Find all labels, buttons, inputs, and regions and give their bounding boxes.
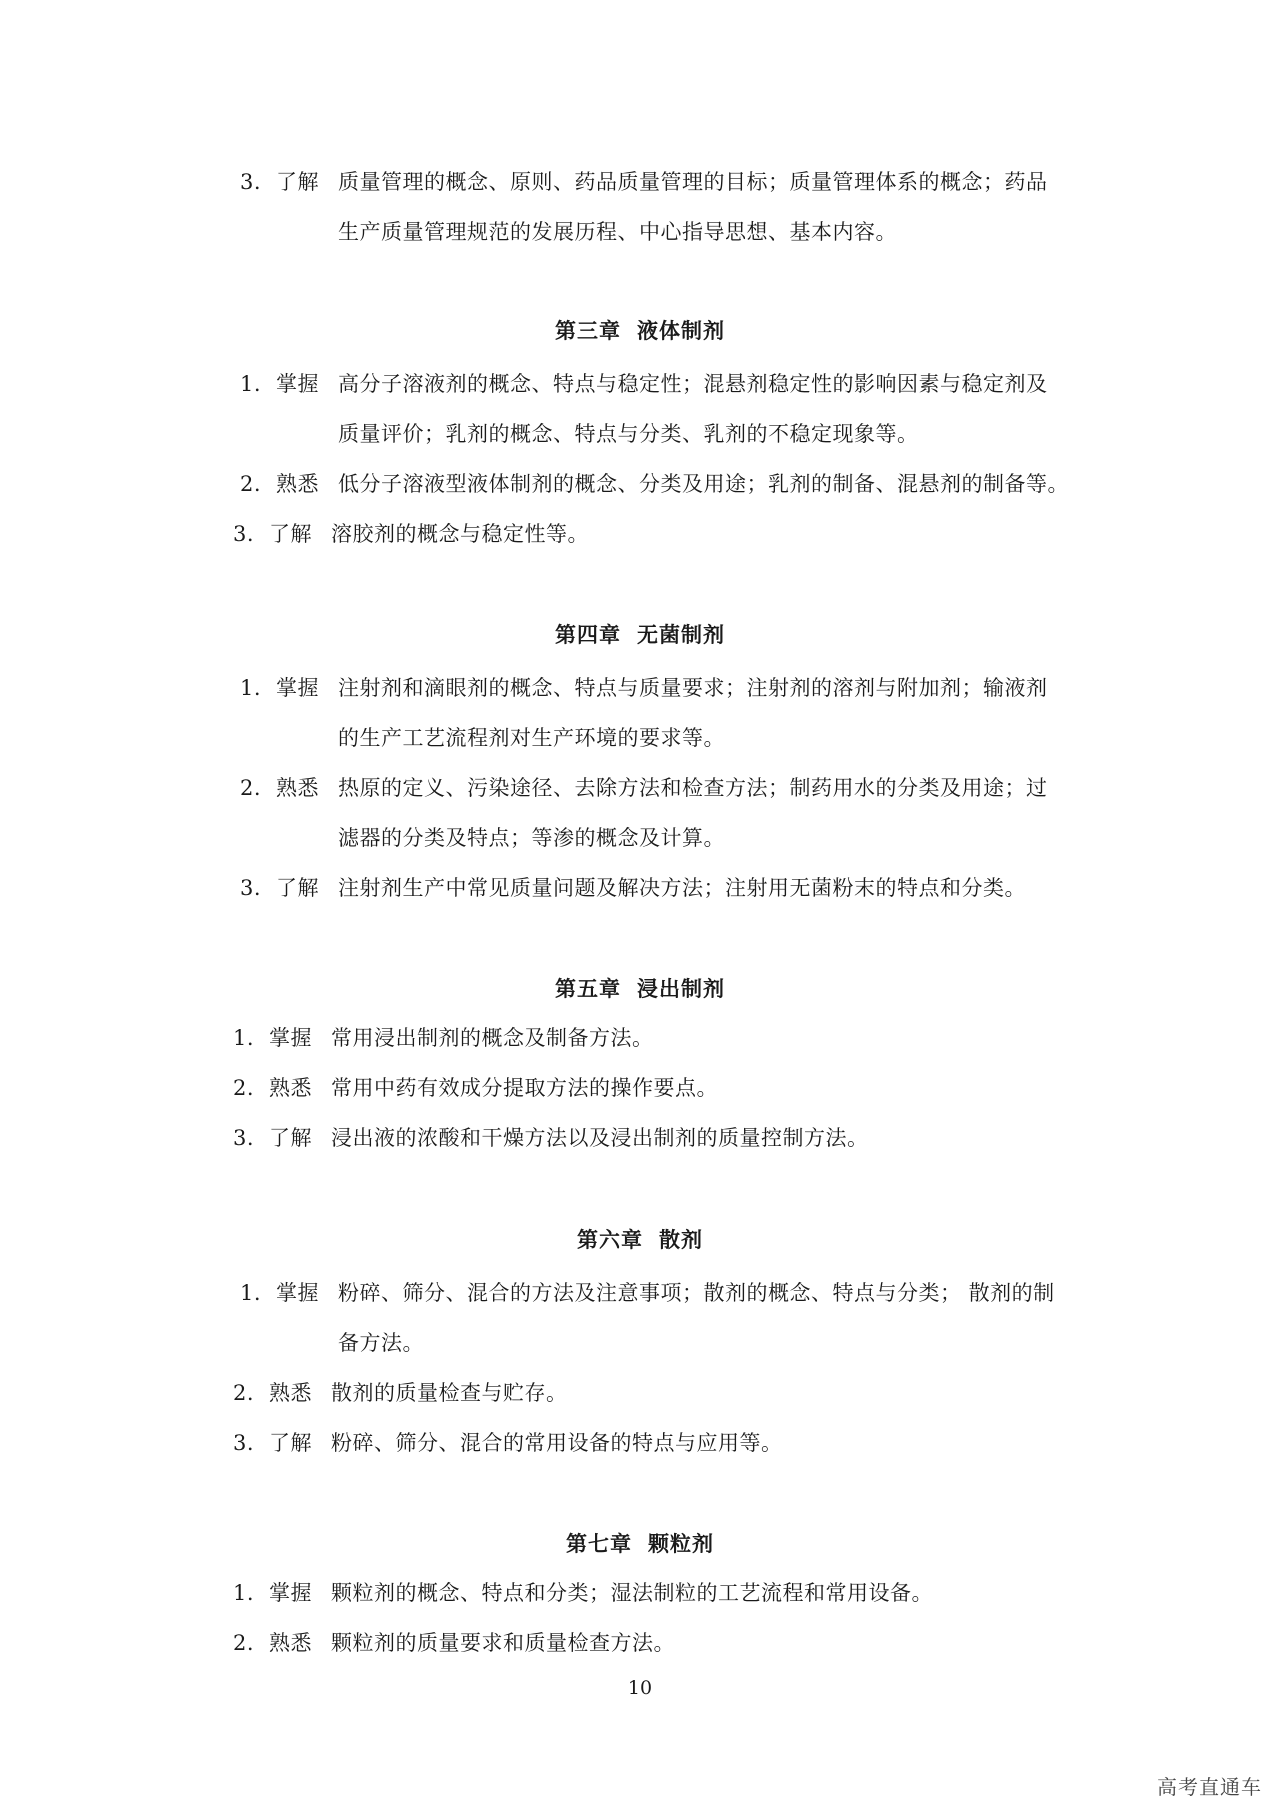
item-number: 3. [240, 876, 262, 900]
item-text: 低分子溶液型液体制剂的概念、分类及用途；乳剂的制备、混悬剂的制备等。 [338, 472, 1069, 496]
list-item [240, 863, 1100, 913]
item-level: 熟悉 [276, 776, 319, 800]
item-text: 常用浸出制剂的概念及制备方法。 [331, 1026, 654, 1050]
item-level: 熟悉 [269, 1076, 312, 1100]
item-text: 质量管理的概念、原则、药品质量管理的目标；质量管理体系的概念；药品 [338, 170, 1048, 194]
item-number: 1. [233, 1581, 255, 1605]
item-number: 2. [240, 776, 262, 800]
item-level: 了解 [269, 1431, 312, 1455]
page-number: 10 [627, 1677, 653, 1699]
item-number: 1. [240, 1281, 262, 1305]
item-text: 颗粒剂的概念、特点和分类；湿法制粒的工艺流程和常用设备。 [331, 1581, 933, 1605]
chapter-title: 浸出制剂 [637, 976, 725, 1001]
item-level: 了解 [269, 1126, 312, 1150]
item-number: 1. [240, 372, 262, 396]
item-text: 溶胶剂的概念与稳定性等。 [331, 522, 589, 546]
list-item [240, 157, 1100, 257]
chapter-title: 散剂 [659, 1227, 703, 1252]
item-number: 3. [233, 522, 255, 546]
item-text-continued: 滤器的分类及特点；等渗的概念及计算。 [338, 826, 725, 850]
item-number: 3. [233, 1431, 255, 1455]
chapter-number: 第五章 [555, 976, 621, 1001]
item-text-continued: 备方法。 [338, 1331, 424, 1355]
list-item [233, 509, 1093, 559]
item-level: 掌握 [276, 372, 319, 396]
watermark-text: 高考直通车 [1157, 1775, 1262, 1799]
list-item [233, 1418, 1093, 1468]
list-item [233, 1063, 1093, 1113]
item-number: 2. [233, 1631, 255, 1655]
item-text: 颗粒剂的质量要求和质量检查方法。 [331, 1631, 675, 1655]
item-number: 2. [240, 472, 262, 496]
item-number: 1. [240, 676, 262, 700]
chapter-title: 液体制剂 [637, 318, 725, 343]
list-item [240, 1268, 1100, 1368]
list-item [233, 1013, 1093, 1063]
list-item [233, 1618, 1093, 1668]
item-text: 粉碎、筛分、混合的常用设备的特点与应用等。 [331, 1431, 783, 1455]
list-item [240, 359, 1100, 459]
item-number: 1. [233, 1026, 255, 1050]
chapter-heading [0, 316, 1280, 346]
item-text-continued: 生产质量管理规范的发展历程、中心指导思想、基本内容。 [338, 220, 897, 244]
item-number: 3. [240, 170, 262, 194]
list-item [233, 1368, 1093, 1418]
item-level: 熟悉 [269, 1381, 312, 1405]
item-number: 3. [233, 1126, 255, 1150]
item-level: 掌握 [269, 1026, 312, 1050]
item-text-continued: 的生产工艺流程剂对生产环境的要求等。 [338, 726, 725, 750]
chapter-heading [0, 620, 1280, 650]
item-text: 浸出液的浓酸和干燥方法以及浸出制剂的质量控制方法。 [331, 1126, 869, 1150]
list-item [233, 1113, 1093, 1163]
chapter-heading [0, 1529, 1280, 1559]
item-level: 掌握 [276, 1281, 319, 1305]
item-text: 注射剂生产中常见质量问题及解决方法；注射用无菌粉末的特点和分类。 [338, 876, 1026, 900]
item-level: 掌握 [269, 1581, 312, 1605]
item-level: 了解 [276, 876, 319, 900]
list-item [240, 763, 1100, 863]
chapter-number: 第七章 [566, 1531, 632, 1556]
item-text: 常用中药有效成分提取方法的操作要点。 [331, 1076, 718, 1100]
item-text-continued: 质量评价；乳剂的概念、特点与分类、乳剂的不稳定现象等。 [338, 422, 919, 446]
chapter-heading [0, 974, 1280, 1004]
item-text: 热原的定义、污染途径、去除方法和检查方法；制药用水的分类及用途；过 [338, 776, 1048, 800]
item-level: 熟悉 [276, 472, 319, 496]
item-number: 2. [233, 1381, 255, 1405]
chapter-title: 无菌制剂 [637, 622, 725, 647]
list-item [240, 663, 1100, 763]
chapter-number: 第三章 [555, 318, 621, 343]
item-level: 了解 [276, 170, 319, 194]
item-text: 注射剂和滴眼剂的概念、特点与质量要求；注射剂的溶剂与附加剂；输液剂 [338, 676, 1048, 700]
item-level: 掌握 [276, 676, 319, 700]
chapter-heading [0, 1225, 1280, 1255]
item-number: 2. [233, 1076, 255, 1100]
chapter-title: 颗粒剂 [648, 1531, 714, 1556]
item-level: 熟悉 [269, 1631, 312, 1655]
item-text: 粉碎、筛分、混合的方法及注意事项；散剂的概念、特点与分类； 散剂的制 [338, 1281, 1055, 1305]
list-item [233, 1568, 1093, 1618]
chapter-number: 第六章 [577, 1227, 643, 1252]
item-text: 高分子溶液剂的概念、特点与稳定性；混悬剂稳定性的影响因素与稳定剂及 [338, 372, 1048, 396]
list-item [240, 459, 1100, 509]
item-text: 散剂的质量检查与贮存。 [331, 1381, 568, 1405]
item-level: 了解 [269, 522, 312, 546]
chapter-number: 第四章 [555, 622, 621, 647]
